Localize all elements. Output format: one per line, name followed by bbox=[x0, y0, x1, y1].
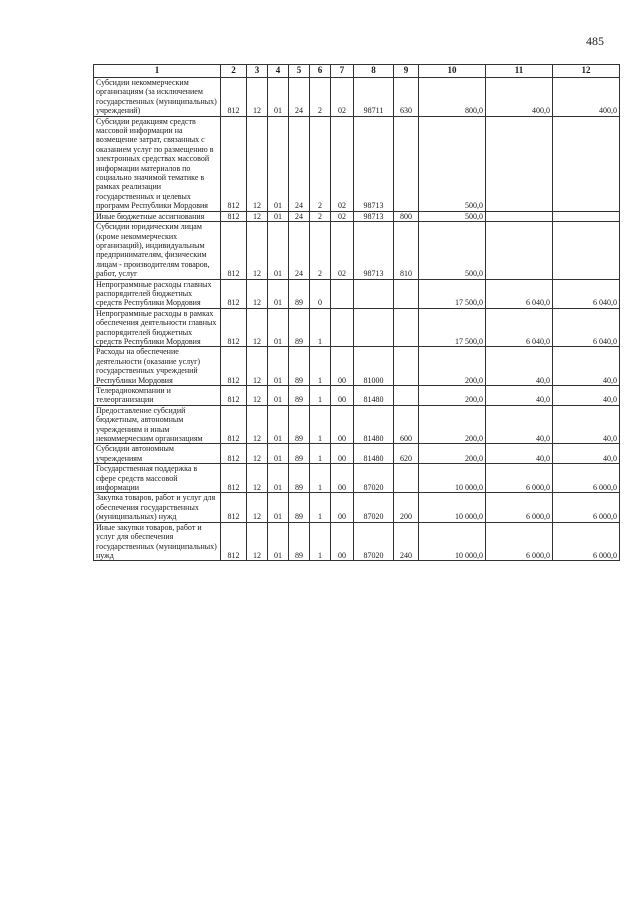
column-header-1: 1 bbox=[94, 65, 221, 78]
direction-code: 87020 bbox=[354, 464, 394, 493]
amount-col-10: 10 000,0 bbox=[419, 464, 486, 493]
subsection-code: 01 bbox=[268, 493, 289, 522]
program-code: 89 bbox=[289, 279, 310, 308]
table-row bbox=[94, 78, 620, 117]
amount-col-11: 400,0 bbox=[486, 78, 553, 117]
subsection-code: 01 bbox=[268, 386, 289, 406]
main-event-code: 02 bbox=[331, 116, 354, 211]
amount-col-11: 6 040,0 bbox=[486, 308, 553, 347]
ministry-code: 812 bbox=[221, 386, 247, 406]
table-row bbox=[94, 386, 620, 406]
direction-code bbox=[354, 308, 394, 347]
amount-col-10: 500,0 bbox=[419, 116, 486, 211]
main-event-code bbox=[331, 279, 354, 308]
column-header-5: 5 bbox=[289, 65, 310, 78]
direction-code: 81480 bbox=[354, 386, 394, 406]
expense-type-code bbox=[394, 347, 419, 386]
table-row bbox=[94, 493, 620, 522]
expense-type-code bbox=[394, 386, 419, 406]
table-row bbox=[94, 222, 620, 279]
amount-col-11: 40,0 bbox=[486, 444, 553, 464]
ministry-code: 812 bbox=[221, 444, 247, 464]
subprogram-code: 1 bbox=[310, 405, 331, 444]
amount-col-11: 6 000,0 bbox=[486, 464, 553, 493]
column-header-6: 6 bbox=[310, 65, 331, 78]
amount-col-10: 500,0 bbox=[419, 222, 486, 279]
amount-col-11 bbox=[486, 222, 553, 279]
amount-col-11: 40,0 bbox=[486, 347, 553, 386]
section-code: 12 bbox=[247, 211, 268, 221]
direction-code: 98713 bbox=[354, 211, 394, 221]
direction-code: 98713 bbox=[354, 116, 394, 211]
amount-col-10: 200,0 bbox=[419, 347, 486, 386]
expense-type-code: 630 bbox=[394, 78, 419, 117]
main-event-code: 00 bbox=[331, 493, 354, 522]
main-event-code: 00 bbox=[331, 347, 354, 386]
ministry-code: 812 bbox=[221, 78, 247, 117]
amount-col-10: 10 000,0 bbox=[419, 522, 486, 561]
amount-col-10: 500,0 bbox=[419, 211, 486, 221]
column-header-12: 12 bbox=[553, 65, 620, 78]
direction-code: 81480 bbox=[354, 405, 394, 444]
program-code: 89 bbox=[289, 444, 310, 464]
table-row bbox=[94, 444, 620, 464]
expense-name: Закупка товаров, работ и услуг для обеспечения государственных (муниципальных) нужд bbox=[94, 493, 221, 522]
amount-col-12: 6 000,0 bbox=[553, 522, 620, 561]
amount-col-12: 40,0 bbox=[553, 444, 620, 464]
section-code: 12 bbox=[247, 347, 268, 386]
subprogram-code: 1 bbox=[310, 308, 331, 347]
amount-col-12: 40,0 bbox=[553, 405, 620, 444]
subprogram-code: 1 bbox=[310, 522, 331, 561]
expense-name: Субсидии юридическим лицам (кроме некоммерческих организаций), индивидуальным предпринимателям, физическим лицам - производителям товаров, работ, услуг bbox=[94, 222, 221, 279]
subprogram-code: 1 bbox=[310, 347, 331, 386]
program-code: 89 bbox=[289, 464, 310, 493]
subsection-code: 01 bbox=[268, 279, 289, 308]
budget-table bbox=[93, 64, 620, 561]
section-code: 12 bbox=[247, 386, 268, 406]
table-row bbox=[94, 522, 620, 561]
expense-name: Субсидии автономным учреждениям bbox=[94, 444, 221, 464]
ministry-code: 812 bbox=[221, 464, 247, 493]
amount-col-12: 6 040,0 bbox=[553, 279, 620, 308]
amount-col-12: 6 000,0 bbox=[553, 493, 620, 522]
program-code: 24 bbox=[289, 211, 310, 221]
subprogram-code: 1 bbox=[310, 464, 331, 493]
section-code: 12 bbox=[247, 405, 268, 444]
expense-type-code bbox=[394, 464, 419, 493]
table-row bbox=[94, 279, 620, 308]
subsection-code: 01 bbox=[268, 444, 289, 464]
subsection-code: 01 bbox=[268, 211, 289, 221]
subprogram-code: 1 bbox=[310, 444, 331, 464]
section-code: 12 bbox=[247, 116, 268, 211]
expense-name: Предоставление субсидий бюджетным, автономным учреждениям и иным некоммерческим организациям bbox=[94, 405, 221, 444]
main-event-code: 00 bbox=[331, 464, 354, 493]
amount-col-10: 200,0 bbox=[419, 405, 486, 444]
expense-type-code bbox=[394, 308, 419, 347]
page-number: 485 bbox=[586, 34, 604, 48]
expense-type-code bbox=[394, 116, 419, 211]
expense-name: Иные бюджетные ассигнования bbox=[94, 211, 221, 221]
amount-col-12: 400,0 bbox=[553, 78, 620, 117]
subprogram-code: 0 bbox=[310, 279, 331, 308]
amount-col-12 bbox=[553, 116, 620, 211]
subprogram-code: 1 bbox=[310, 493, 331, 522]
ministry-code: 812 bbox=[221, 522, 247, 561]
section-code: 12 bbox=[247, 222, 268, 279]
expense-name: Субсидии редакциям средств массовой информации на возмещение затрат, связанных с оказанием услуг по размещению в электронных средствах массовой информации материалов по социально значимой тематике в рамках реализации государственных и целевых программ Республики Мордовия bbox=[94, 116, 221, 211]
direction-code: 81000 bbox=[354, 347, 394, 386]
expense-name: Телерадиокомпании и телеорганизации bbox=[94, 386, 221, 406]
expense-name: Непрограммные расходы в рамках обеспечения деятельности главных распорядителей бюджетных средств Республики Мордовия bbox=[94, 308, 221, 347]
program-code: 89 bbox=[289, 522, 310, 561]
ministry-code: 812 bbox=[221, 405, 247, 444]
direction-code bbox=[354, 279, 394, 308]
column-header-2: 2 bbox=[221, 65, 247, 78]
subprogram-code: 2 bbox=[310, 211, 331, 221]
section-code: 12 bbox=[247, 522, 268, 561]
main-event-code: 00 bbox=[331, 444, 354, 464]
ministry-code: 812 bbox=[221, 347, 247, 386]
main-event-code: 00 bbox=[331, 522, 354, 561]
expense-name: Расходы на обеспечение деятельности (оказание услуг) государственных учреждений Республики Мордовия bbox=[94, 347, 221, 386]
amount-col-11 bbox=[486, 116, 553, 211]
amount-col-10: 17 500,0 bbox=[419, 308, 486, 347]
column-header-9: 9 bbox=[394, 65, 419, 78]
table-row bbox=[94, 347, 620, 386]
subsection-code: 01 bbox=[268, 308, 289, 347]
amount-col-12 bbox=[553, 222, 620, 279]
main-event-code: 00 bbox=[331, 405, 354, 444]
section-code: 12 bbox=[247, 464, 268, 493]
section-code: 12 bbox=[247, 444, 268, 464]
program-code: 89 bbox=[289, 493, 310, 522]
direction-code: 81480 bbox=[354, 444, 394, 464]
column-header-4: 4 bbox=[268, 65, 289, 78]
amount-col-11 bbox=[486, 211, 553, 221]
amount-col-12: 40,0 bbox=[553, 347, 620, 386]
amount-col-10: 200,0 bbox=[419, 386, 486, 406]
amount-col-11: 6 000,0 bbox=[486, 522, 553, 561]
expense-type-code: 600 bbox=[394, 405, 419, 444]
column-header-11: 11 bbox=[486, 65, 553, 78]
subsection-code: 01 bbox=[268, 405, 289, 444]
ministry-code: 812 bbox=[221, 308, 247, 347]
expense-name: Непрограммные расходы главных распорядителей бюджетных средств Республики Мордовия bbox=[94, 279, 221, 308]
amount-col-11: 40,0 bbox=[486, 386, 553, 406]
subprogram-code: 2 bbox=[310, 78, 331, 117]
ministry-code: 812 bbox=[221, 493, 247, 522]
expense-type-code bbox=[394, 279, 419, 308]
subprogram-code: 2 bbox=[310, 116, 331, 211]
section-code: 12 bbox=[247, 279, 268, 308]
program-code: 24 bbox=[289, 116, 310, 211]
amount-col-12: 40,0 bbox=[553, 386, 620, 406]
expense-type-code: 200 bbox=[394, 493, 419, 522]
direction-code: 87020 bbox=[354, 493, 394, 522]
ministry-code: 812 bbox=[221, 222, 247, 279]
expense-type-code: 800 bbox=[394, 211, 419, 221]
main-event-code: 00 bbox=[331, 386, 354, 406]
amount-col-12 bbox=[553, 211, 620, 221]
expense-type-code: 240 bbox=[394, 522, 419, 561]
ministry-code: 812 bbox=[221, 211, 247, 221]
main-event-code: 02 bbox=[331, 222, 354, 279]
main-event-code: 02 bbox=[331, 78, 354, 117]
program-code: 89 bbox=[289, 405, 310, 444]
table-row bbox=[94, 308, 620, 347]
main-event-code bbox=[331, 308, 354, 347]
subsection-code: 01 bbox=[268, 464, 289, 493]
expense-type-code: 620 bbox=[394, 444, 419, 464]
subsection-code: 01 bbox=[268, 78, 289, 117]
table-row bbox=[94, 405, 620, 444]
program-code: 89 bbox=[289, 386, 310, 406]
expense-name: Иные закупки товаров, работ и услуг для обеспечения государственных (муниципальных) нужд bbox=[94, 522, 221, 561]
table-row bbox=[94, 116, 620, 211]
program-code: 24 bbox=[289, 78, 310, 117]
subsection-code: 01 bbox=[268, 222, 289, 279]
table-row bbox=[94, 464, 620, 493]
subsection-code: 01 bbox=[268, 522, 289, 561]
amount-col-11: 6 000,0 bbox=[486, 493, 553, 522]
expense-name: Субсидии некоммерческим организациям (за исключением государственных (муниципальных) учреждений) bbox=[94, 78, 221, 117]
program-code: 89 bbox=[289, 347, 310, 386]
expense-name: Государственная поддержка в сфере средств массовой информации bbox=[94, 464, 221, 493]
subprogram-code: 1 bbox=[310, 386, 331, 406]
subsection-code: 01 bbox=[268, 347, 289, 386]
main-event-code: 02 bbox=[331, 211, 354, 221]
section-code: 12 bbox=[247, 493, 268, 522]
amount-col-10: 10 000,0 bbox=[419, 493, 486, 522]
amount-col-10: 800,0 bbox=[419, 78, 486, 117]
amount-col-12: 6 040,0 bbox=[553, 308, 620, 347]
amount-col-11: 6 040,0 bbox=[486, 279, 553, 308]
column-header-7: 7 bbox=[331, 65, 354, 78]
header-row bbox=[94, 65, 620, 78]
amount-col-12: 6 000,0 bbox=[553, 464, 620, 493]
expense-type-code: 810 bbox=[394, 222, 419, 279]
direction-code: 98713 bbox=[354, 222, 394, 279]
direction-code: 98711 bbox=[354, 78, 394, 117]
amount-col-10: 200,0 bbox=[419, 444, 486, 464]
section-code: 12 bbox=[247, 78, 268, 117]
subsection-code: 01 bbox=[268, 116, 289, 211]
program-code: 24 bbox=[289, 222, 310, 279]
section-code: 12 bbox=[247, 308, 268, 347]
direction-code: 87020 bbox=[354, 522, 394, 561]
program-code: 89 bbox=[289, 308, 310, 347]
ministry-code: 812 bbox=[221, 116, 247, 211]
column-header-10: 10 bbox=[419, 65, 486, 78]
subprogram-code: 2 bbox=[310, 222, 331, 279]
table-row bbox=[94, 211, 620, 221]
column-header-3: 3 bbox=[247, 65, 268, 78]
amount-col-11: 40,0 bbox=[486, 405, 553, 444]
column-header-8: 8 bbox=[354, 65, 394, 78]
ministry-code: 812 bbox=[221, 279, 247, 308]
amount-col-10: 17 500,0 bbox=[419, 279, 486, 308]
